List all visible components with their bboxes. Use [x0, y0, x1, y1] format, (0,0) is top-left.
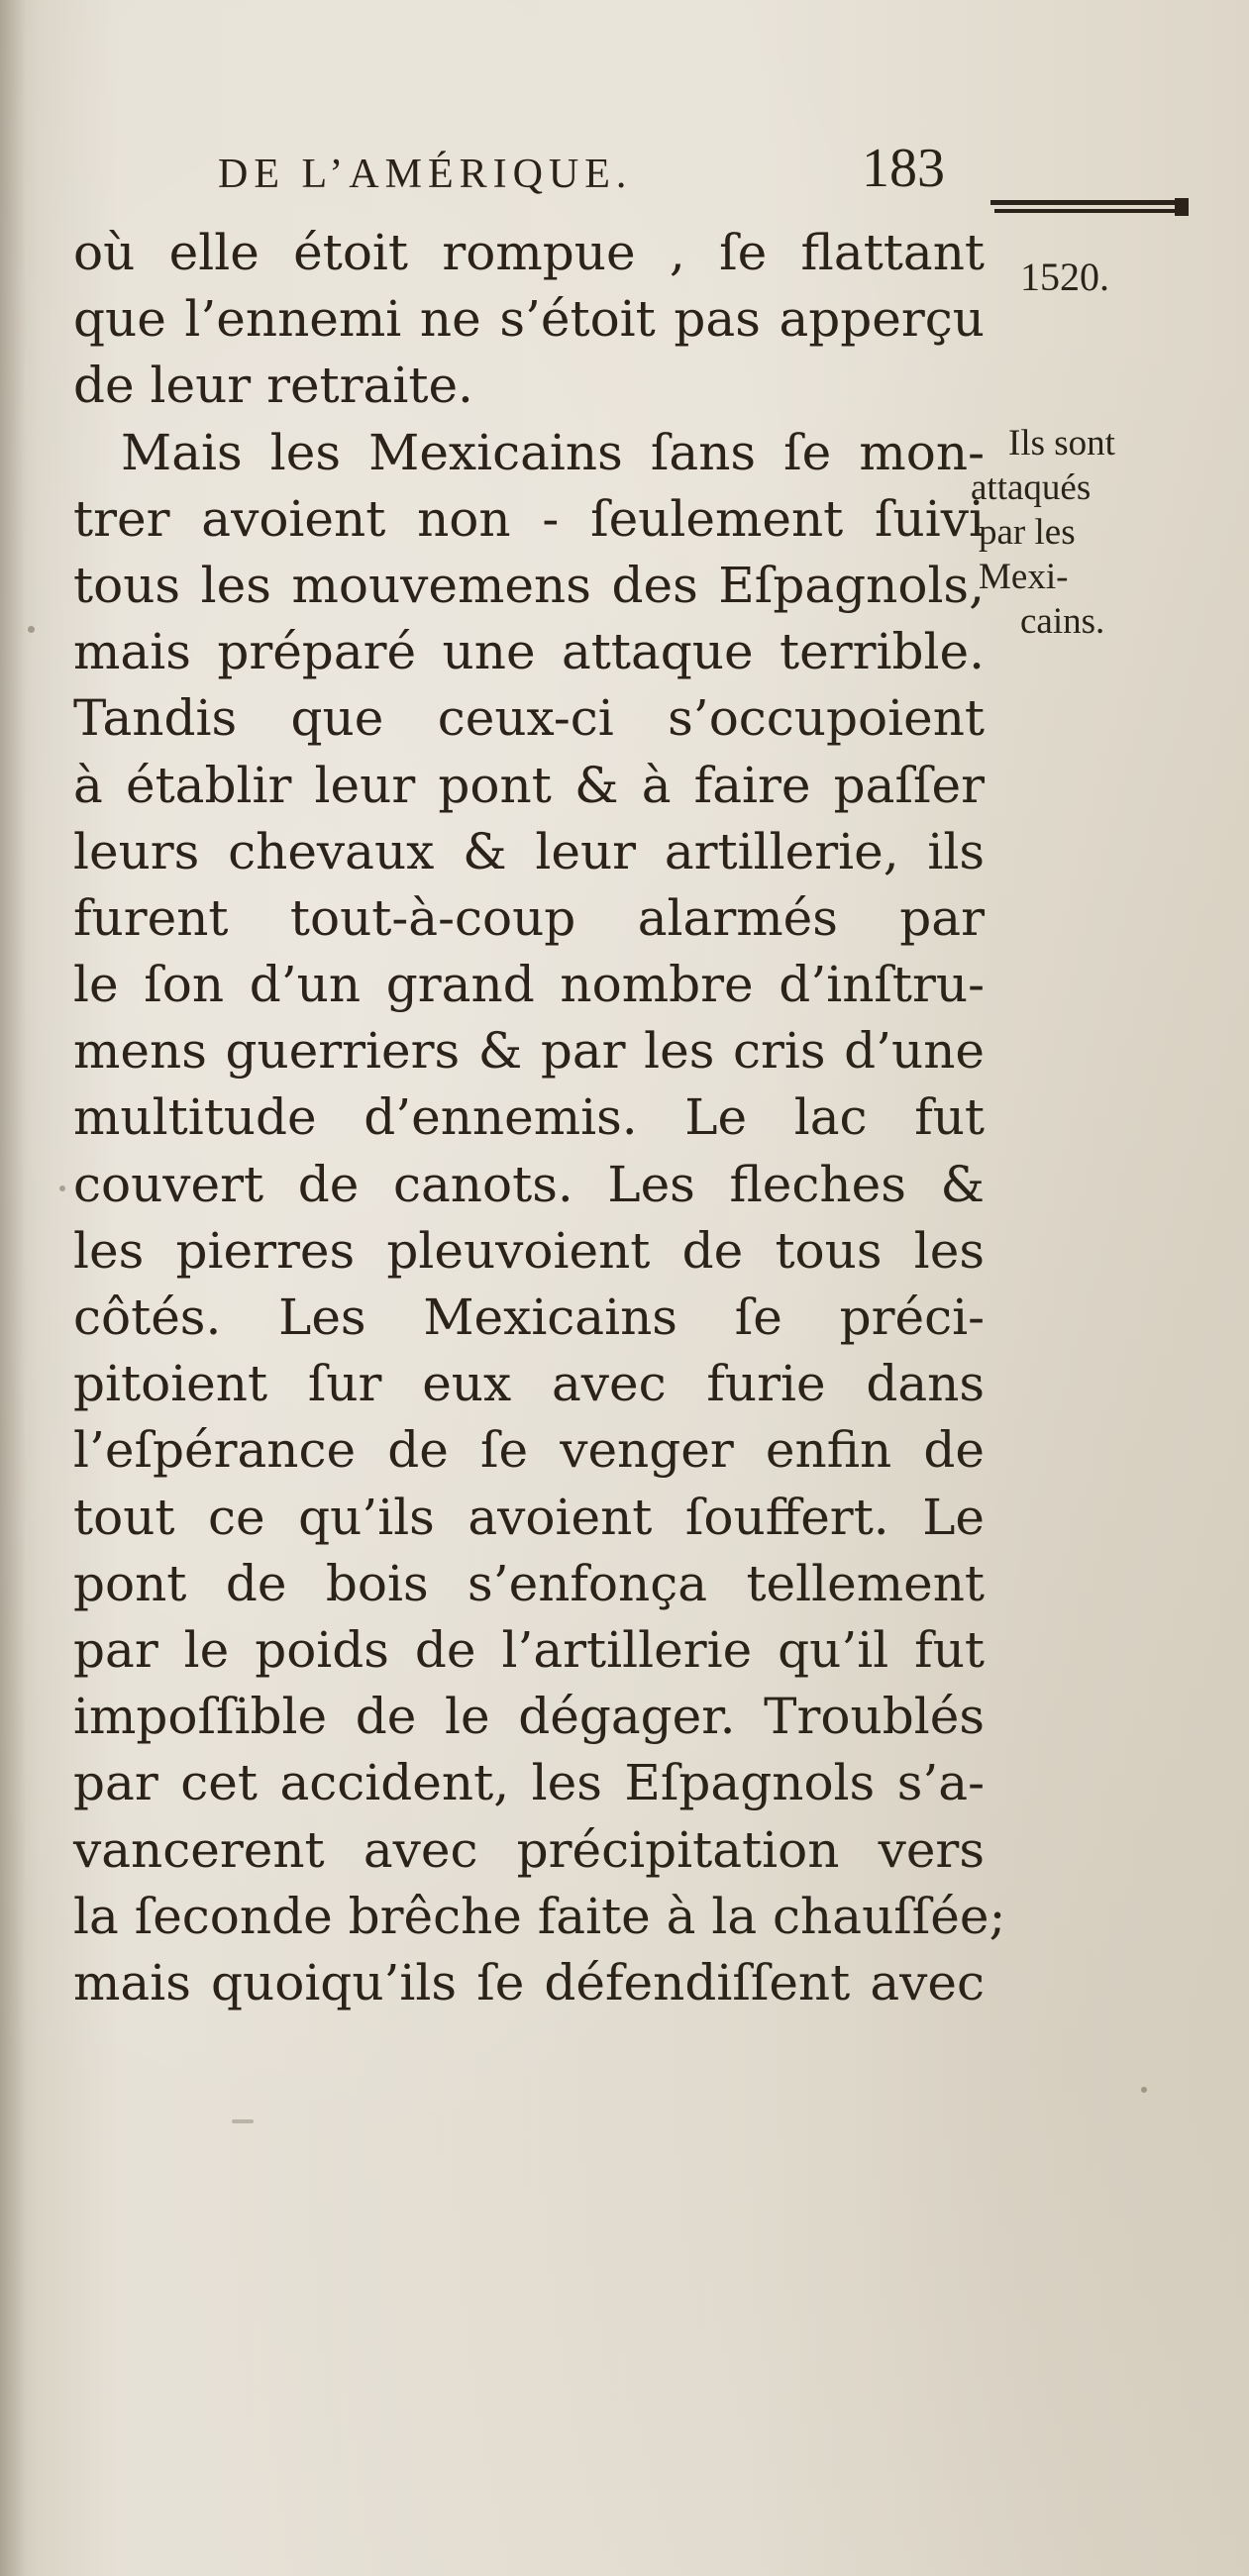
text-line: mais quoiqu’ils ſe défendiſſent avec [73, 1953, 985, 2011]
margin-note-line: cains. [1020, 601, 1105, 642]
text-line: à établir leur pont & à faire paſſer [73, 756, 985, 814]
text-line: Tandis que ceux-ci s’occupoient [73, 689, 985, 748]
text-line: où elle étoit rompue , ſe flattant [73, 224, 985, 281]
text-line: vancerent avec précipitation vers [73, 1820, 985, 1879]
text-line: que l’ennemi ne s’étoit pas apperçu [73, 290, 985, 349]
paper-fleck [232, 2119, 254, 2123]
text-line: couvert de canots. Les fleches & [73, 1155, 985, 1213]
text-line: pitoient ſur eux avec furie dans [73, 1355, 985, 1413]
paper-fleck [59, 1185, 65, 1191]
paper-fleck [28, 626, 35, 633]
margin-note-line: Ils sont [1008, 423, 1115, 464]
text-line: trer avoient non - ſeulement ſuivi [73, 489, 985, 548]
page-number: 183 [862, 138, 945, 199]
gutter-shadow [0, 0, 26, 2576]
text-line: le ſon d’un grand nombre d’inſtru- [73, 956, 985, 1014]
margin-note [971, 421, 1218, 644]
text-line: leurs chevaux & leur artillerie, ils [73, 822, 985, 880]
text-line: tous les mouvemens des Eſpagnols, [73, 556, 985, 614]
running-title: DE L’AMÉRIQUE. [218, 152, 633, 197]
paper-fleck [1141, 2087, 1147, 2093]
margin-note-line: attaqués [971, 467, 1092, 508]
margin-note-line: Mexi- [979, 557, 1069, 597]
text-line: par cet accident, les Eſpagnols s’a- [73, 1754, 985, 1812]
text-line: impoſſible de le dégager. Troublés [73, 1688, 985, 1746]
text-line: mens guerriers & par les cris d’une [73, 1022, 985, 1081]
text-line: les pierres pleuvoient de tous les [73, 1221, 985, 1280]
text-line: tout ce qu’ils avoient ſouffert. Le [73, 1488, 985, 1546]
text-line: de leur retraite. [73, 357, 473, 415]
header-rule-ornament [990, 196, 1194, 220]
text-line: côtés. Les Mexicains ſe préci- [73, 1288, 985, 1346]
text-line: mais préparé une attaque terrible. [73, 623, 985, 681]
text-line: multitude d’ennemis. Le lac fut [73, 1088, 985, 1147]
text-line: pont de bois s’enfonça tellement [73, 1554, 985, 1612]
text-line: par le poids de l’artillerie qu’il fut [73, 1620, 985, 1679]
margin-note-line: par les [979, 512, 1076, 553]
text-line: Mais les Mexicains ſans ſe mon- [121, 423, 985, 481]
body-text [73, 220, 1006, 2016]
text-line: l’eſpérance de ſe venger enfin de [73, 1421, 985, 1480]
text-line: la ſeconde brêche faite à la chauſſée; [73, 1887, 1006, 1945]
text-line: furent tout-à-coup alarmés par [73, 888, 985, 947]
margin-year: 1520. [1020, 255, 1109, 299]
